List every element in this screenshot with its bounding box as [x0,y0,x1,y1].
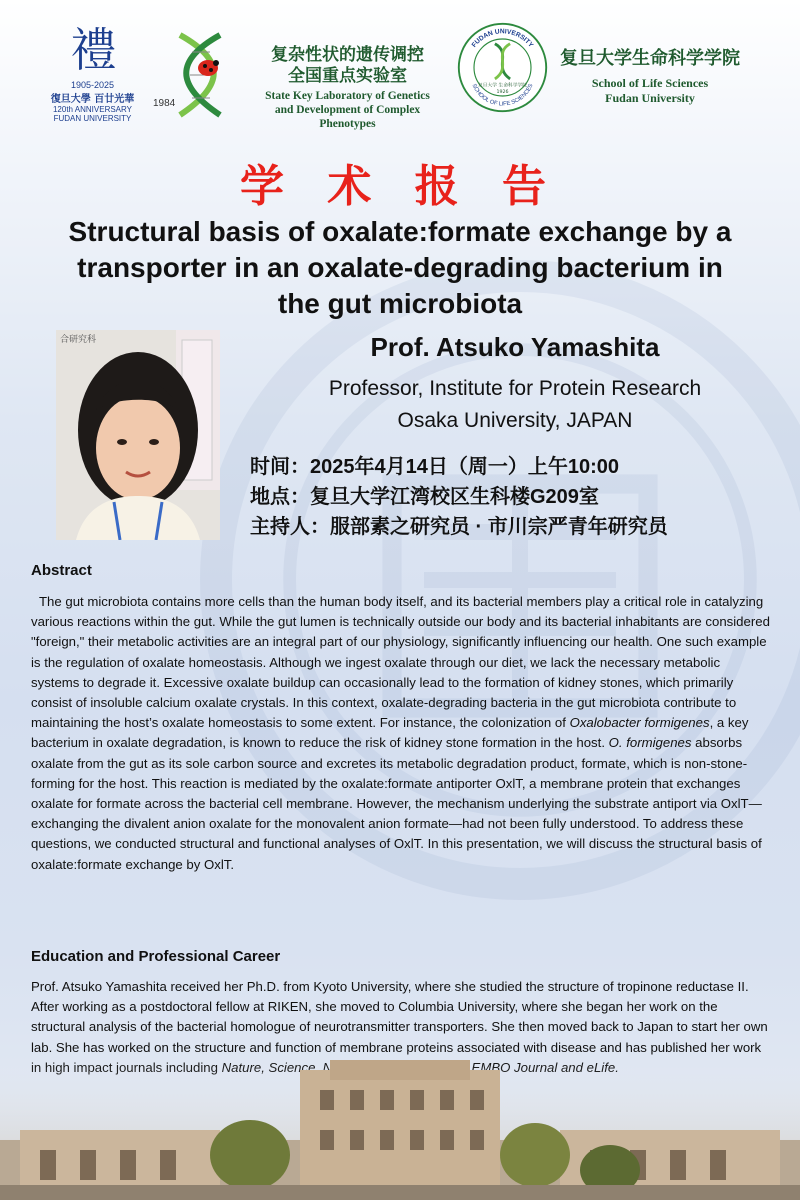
abstract-part-1: The gut microbiota contains more cells than the human body itself, and its bacterial members play a critical role in catalyzing various reactions within the gut. While the gut lumen is technically outside our body and its bacterial inhabitants are considered "foreign," their metabolic activities are an integral part of our physiology, significantly influencing our health. One such example is the regulation of oxalate homeostasis. Although we ingest oxalate through our diet, we lack the necessary metabolic systems to degrade it. Excessive oxalate buildup can occasionally lead to the formation of kidney stones, which primarily consist of insoluble calcium oxalate crystals. In this context, oxalate-degrading bacteria in the gut microbiota contribute to maintaining the host’s oxalate homeostasis to some extent. For instance, the colonization of [31,594,770,731]
poster-banner-title: 学 术 报 告 [240,161,560,212]
abstract-text [31,592,771,875]
abstract-heading: Abstract [31,562,92,579]
lab-name-cn-1: 复杂性状的遗传调控 [271,45,424,64]
abstract-species-1: Oxalobacter formigenes [569,715,710,731]
lab-name-en-3: Phenotypes [319,118,376,130]
career-body: Prof. Atsuko Yamashita received her Ph.D. from Kyoto University, where she studied the structure of tropinone reductase II. After working as a postdoctoral fellow at RIKEN, she moved to Columbia University, where she began her work on the structural analysis of the bacterial homologue of neurotransmitter transporters. She then moved back to Japan to start her own lab. She has worked on the structure and function of membrane proteins associated with disease and has published her work [31,979,768,1055]
anniversary-logo [45,22,140,123]
talk-title [20,214,780,322]
talk-title-line-2: transporter in an oxalate-degrading bacterium in [77,252,723,283]
lab-name-en [250,89,445,131]
abstract-part-2: , a key bacterium in oxalate degradation, is known to reduce the risk of kidney stone formation in the host. [31,715,749,751]
seal-ring-top: FUDAN UNIVERSITY [470,28,535,49]
lab-name-en-2: and Development of Complex [274,104,421,116]
career-heading: Education and Professional Career [31,948,281,965]
seal-ring-bottom: SCHOOL OF LIFE SCIENCES [470,83,535,108]
campus-building-illustration [0,1060,800,1200]
school-name-en-1: School of Life Sciences [591,76,709,90]
event-time: 时间：2025年4月14日（周一）上午10:00 [250,456,620,478]
seal-year: 1926 [496,90,509,96]
anniversary-label: 120th ANNIVERSARY [52,105,132,114]
photo-background-text: 合研究科 [60,335,97,345]
speaker-role-2: Osaka University, JAPAN [397,409,633,432]
speaker-role [260,373,770,437]
lab-name-en-1: State Key Laboratory of Genetics [265,90,430,102]
lab-name [250,44,445,131]
school-name-en-2: Fudan University [605,91,695,105]
talk-title-line-3: the gut microbiota [277,288,523,319]
school-name-cn: 复旦大学生命科学学院 [560,48,740,68]
lab-name-cn-2: 全国重点实验室 [288,66,407,85]
speaker-name: Prof. Atsuko Yamashita [370,332,660,362]
anniversary-years: 1905-2025 [70,80,115,90]
speaker-photo [56,330,220,540]
abstract-species-2: O. formigenes [608,735,692,751]
anniversary-mark: 禮 [70,23,115,77]
lab-founding-year: 1984 [153,98,176,109]
header-logos [0,0,800,145]
event-host: 主持人：服部素之研究员 · 市川宗严青年研究员 [250,516,668,538]
anniversary-cn: 復旦大學 百廿光華 [50,94,135,105]
event-info [250,452,790,542]
anniversary-university: FUDAN UNIVERSITY [53,114,132,123]
talk-title-line-1: Structural basis of oxalate:formate exchange by a [68,216,732,247]
abstract-part-3: absorbs oxalate from the gut as its sole carbon source and excretes its metabolic degradation product, formate, which is non-stone-forming for the host. This reaction is mediated by the oxalate:formate antiporter OxlT, a membrane protein that exchanges oxalate for formate across the bacterial cell membrane. However, the mechanism underlying the substrate antiport via OxlT—exchanging the divalent anion oxalate for the monovalent anion formate—had not been fully understood. To address these questions, we conducted structural and functional analyses of OxlT. In this presentation, we will discuss the structural basis of oxalate:formate exchange by OxlT. [31,735,762,872]
school-name [555,44,745,106]
event-place: 地点：复旦大学江湾校区生科楼G209室 [250,486,599,508]
seal-cn: 复旦大学 生命科学学院 [477,83,528,89]
school-name-en [555,76,745,106]
speaker-role-1: Professor, Institute for Protein Research [328,377,702,400]
school-seal-icon [455,20,550,115]
